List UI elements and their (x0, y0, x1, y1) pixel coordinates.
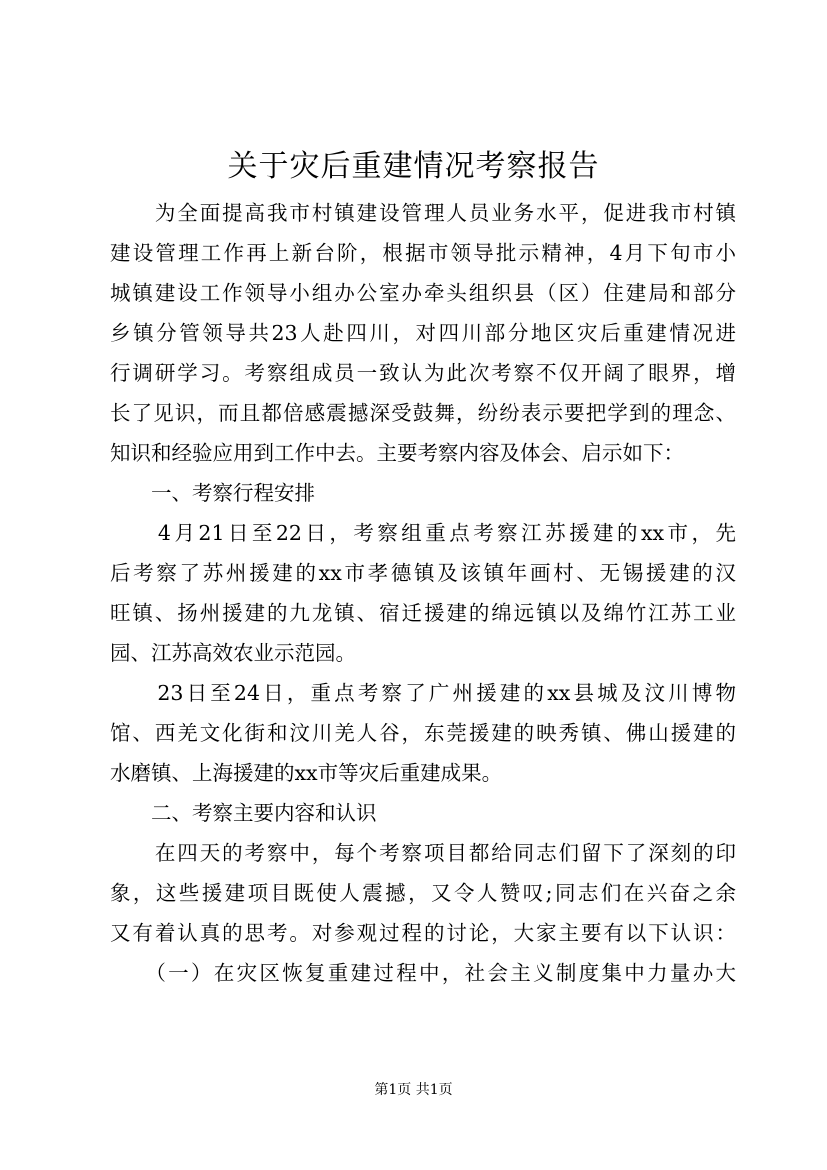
paragraph-line: 象，这些援建项目既使人震撼，又令人赞叹;同志们在兴奋之余 (110, 881, 736, 905)
paragraph-line: 行调研学习。考察组成员一致认为此次考察不仅开阔了眼界，增 (110, 361, 736, 385)
paragraph-line: 建设管理工作再上新台阶，根据市领导批示精神，4月下旬市小 (110, 241, 736, 265)
section-heading: 二、考察主要内容和认识 (110, 801, 377, 825)
paragraph-line: 知识和经验应用到工作中去。主要考察内容及体会、启示如下： (110, 441, 684, 465)
paragraph-line: 园、江苏高效农业示范园。 (110, 641, 356, 665)
paragraph-line: 旺镇、扬州援建的九龙镇、宿迁援建的绵远镇以及绵竹江苏工业 (110, 601, 736, 625)
paragraph-line: 长了见识，而且都倍感震撼深受鼓舞，纷纷表示要把学到的理念、 (110, 401, 736, 425)
paragraph-line: 23日至24日，重点考察了广州援建的xx县城及汶川博物 (110, 681, 736, 705)
page-footer: 第1页 共1页 (374, 1082, 453, 1098)
paragraph-line: 馆、西羌文化街和汶川羌人谷，东莞援建的映秀镇、佛山援建的 (110, 721, 736, 745)
paragraph-line: 后考察了苏州援建的xx市孝德镇及该镇年画村、无锡援建的汉 (110, 561, 736, 585)
paragraph-line: （一）在灾区恢复重建过程中，社会主义制度集中力量办大 (110, 961, 736, 985)
paragraph-line: 为全面提高我市村镇建设管理人员业务水平，促进我市村镇 (110, 201, 736, 225)
paragraph-line: 乡镇分管领导共23人赴四川，对四川部分地区灾后重建情况进 (110, 321, 736, 345)
paragraph-line: 4月21日至22日，考察组重点考察江苏援建的xx市，先 (110, 521, 736, 545)
document-title: 关于灾后重建情况考察报告 (227, 149, 600, 184)
paragraph-line: 水磨镇、上海援建的xx市等灾后重建成果。 (110, 761, 503, 785)
paragraph-line: 又有着认真的思考。对参观过程的讨论，大家主要有以下认识： (110, 921, 736, 945)
paragraph-line: 在四天的考察中，每个考察项目都给同志们留下了深刻的印 (110, 841, 736, 865)
paragraph-line: 城镇建设工作领导小组办公室办牵头组织县（区）住建局和部分 (110, 281, 736, 305)
section-heading: 一、考察行程安排 (110, 481, 315, 505)
